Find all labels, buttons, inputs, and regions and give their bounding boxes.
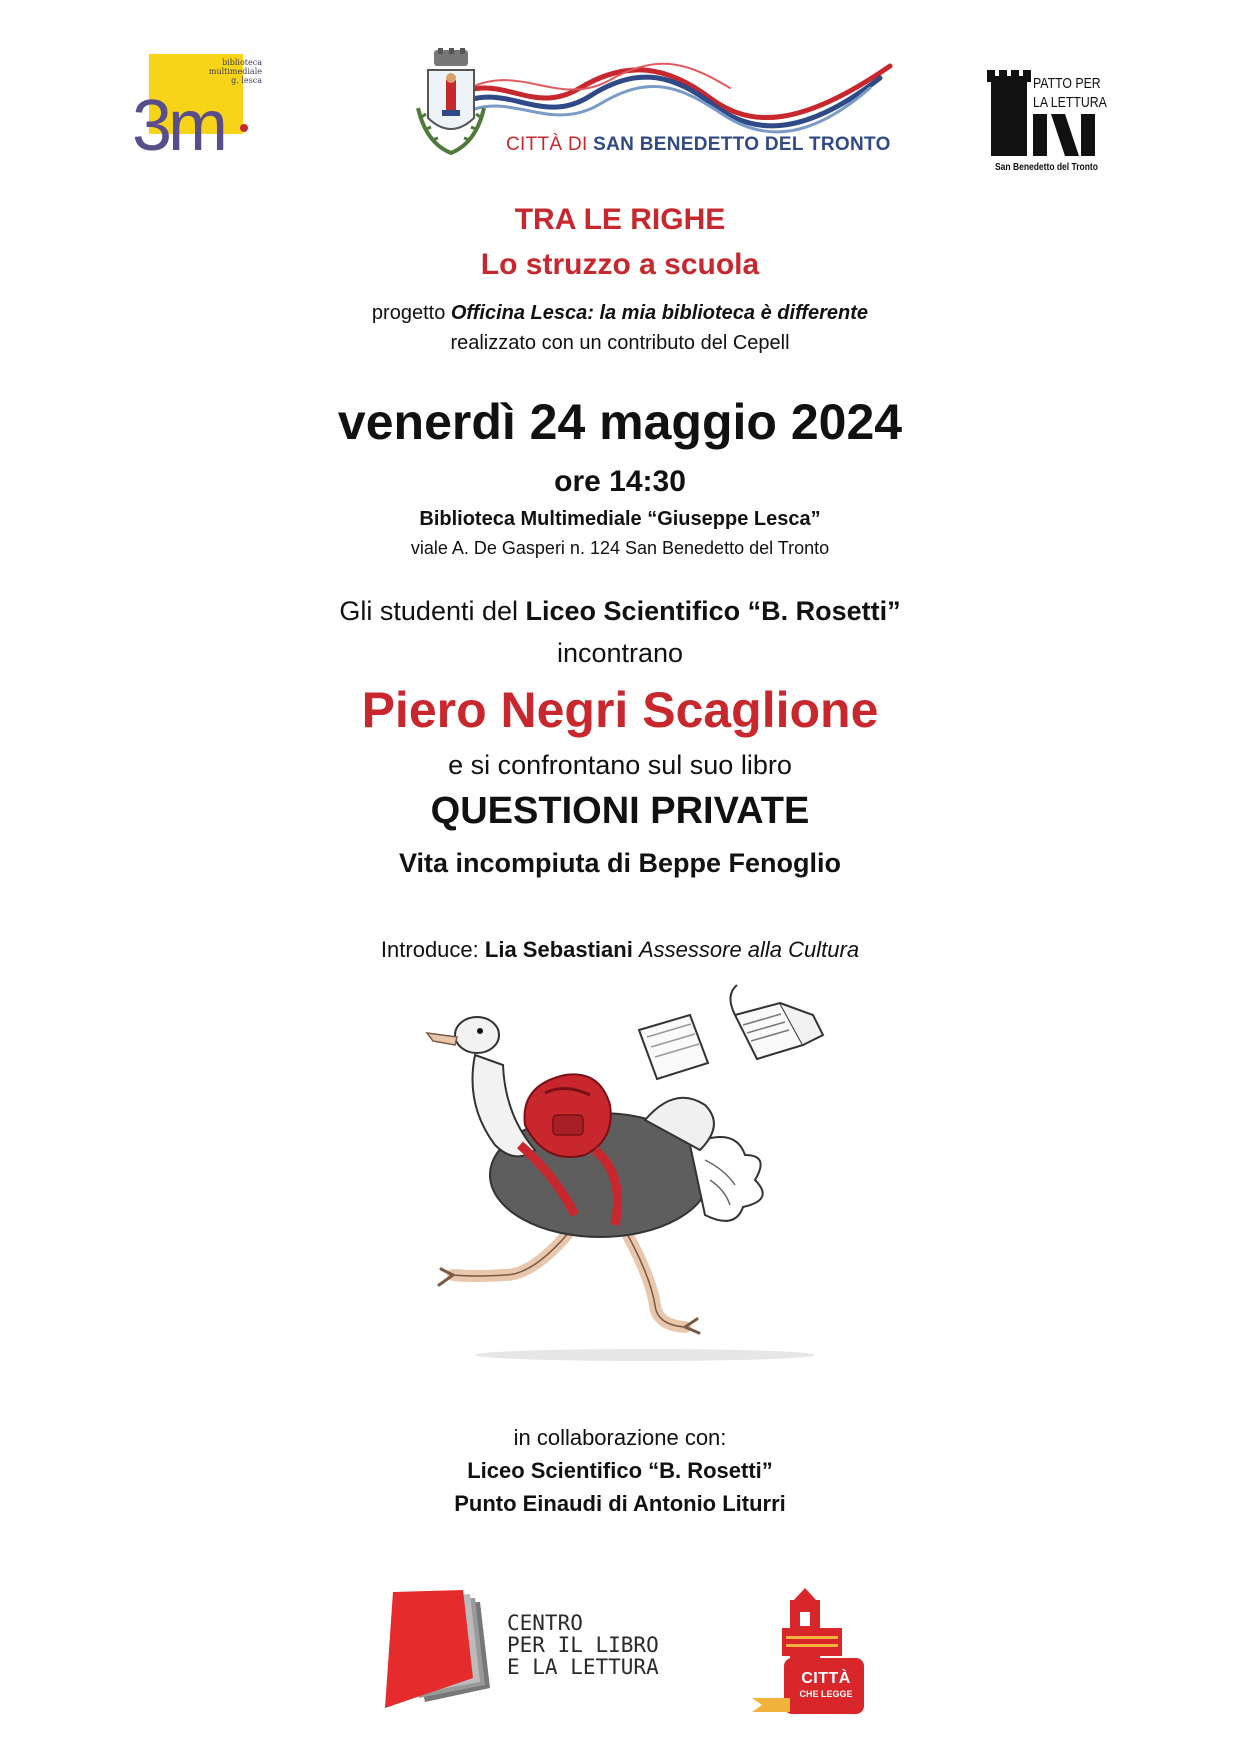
city-name-main: SAN BENEDETTO DEL TRONTO: [593, 134, 891, 155]
event-title: TRA LE RIGHE: [514, 203, 726, 236]
event-address: viale A. De Gasperi n. 124 San Benedetto del Tronto: [410, 538, 830, 558]
event-time: ore 14:30: [554, 465, 686, 498]
project-prefix: progetto: [371, 302, 446, 324]
event-subtitle: Lo struzzo a scuola: [480, 248, 760, 281]
cepell-line-3: E LA LETTURA: [507, 1655, 659, 1679]
students-line: [0, 596, 1240, 627]
citta-che-legge-line-1: CITTÀ: [801, 1670, 851, 1687]
library-logo-line-1: biblioteca: [222, 58, 262, 67]
open-book-icon: [730, 985, 823, 1059]
confront-line: e si confrontano sul suo libro: [448, 750, 792, 780]
contribution-line: realizzato con un contributo del Cepell: [450, 332, 790, 354]
patto-subtitle: San Benedetto del Tronto: [995, 162, 1098, 173]
collaboration-label: in collaborazione con:: [513, 1425, 727, 1450]
library-logo-line-2: multimediale: [208, 67, 262, 76]
book-subtitle: Vita incompiuta di Beppe Fenoglio: [398, 848, 842, 878]
library-logo-mark: [132, 90, 267, 165]
city-name-prefix: CITTÀ DI: [506, 134, 588, 155]
event-date: venerdì 24 maggio 2024: [337, 394, 903, 450]
citta-che-legge-line-2: CHE LEGGE: [799, 1689, 853, 1699]
cepell-logo: [385, 1590, 685, 1715]
flying-book-icon: [639, 1015, 708, 1079]
coat-of-arms-icon: [406, 48, 496, 163]
patto-title-line-1: PATTO PER: [1033, 75, 1101, 92]
patto-title: [1033, 74, 1107, 112]
library-logo: [132, 50, 267, 165]
meet-line: incontrano: [556, 638, 684, 668]
cepell-text: [507, 1612, 659, 1678]
library-logo-mark-text: 3m: [132, 90, 225, 165]
author-name: Piero Negri Scaglione: [361, 682, 879, 738]
cepell-line-2: PER IL LIBRO: [507, 1633, 659, 1657]
project-line: [0, 302, 1240, 325]
school-name: Liceo Scientifico “B. Rosetti”: [525, 596, 901, 626]
partner-1: Liceo Scientifico “B. Rosetti”: [467, 1458, 773, 1483]
partner-2: Punto Einaudi di Antonio Liturri: [454, 1491, 786, 1516]
library-logo-line-3: g. lesca: [231, 76, 262, 85]
city-coat-of-arms: [406, 48, 496, 163]
book-title: QUESTIONI PRIVATE: [430, 790, 810, 832]
intro-role: Assessore alla Cultura: [638, 937, 860, 962]
library-logo-text: [202, 58, 262, 85]
event-venue: Biblioteca Multimediale “Giuseppe Lesca”: [419, 508, 821, 530]
introduction-line: [0, 937, 1240, 963]
city-name: [506, 134, 891, 156]
patto-lettura-logo: [985, 70, 1115, 180]
cepell-line-1: CENTRO: [507, 1611, 583, 1635]
intro-name: Lia Sebastiani: [484, 937, 633, 962]
students-prefix: Gli studenti del: [339, 596, 519, 626]
cepell-book-icon: [385, 1590, 500, 1715]
project-name: Officina Lesca: la mia biblioteca è differente: [450, 302, 869, 324]
intro-label: Introduce:: [380, 937, 479, 962]
patto-title-line-2: LA LETTURA: [1033, 94, 1107, 111]
citta-che-legge-logo: [752, 1588, 867, 1718]
ostrich-with-backpack-icon: [425, 975, 845, 1370]
